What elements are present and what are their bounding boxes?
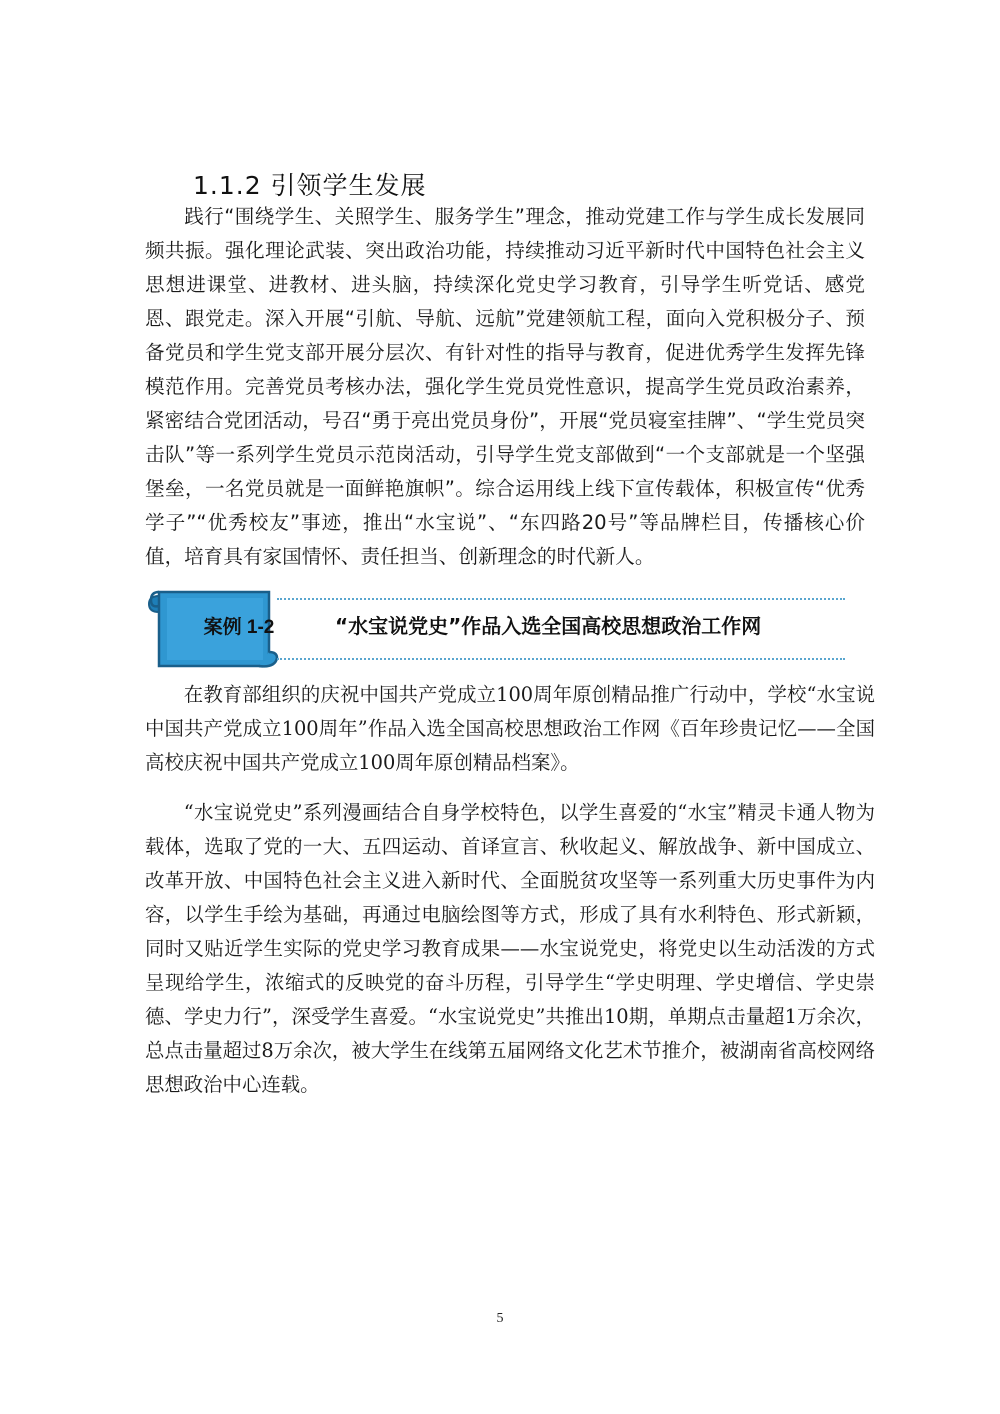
bottom-dotted-rule xyxy=(277,658,845,660)
case-tag: 案例 1-2 xyxy=(203,617,275,638)
section-paragraph: 践行“围绕学生、关照学生、服务学生”理念，推动党建工作与学生成长发展同频共振。强化理论武装、突出政治功能，持续推动习近平新时代中国特色社会主义思想进课堂、进教材、进头脑，持续深化党史学习教育，引导学生听党话、感党恩、跟党走。深入开展“引航、导航、远航”党建领航工程，面向入党积极分子、预备党员和学生党支部开展分层次、有针对性的指导与教育，促进优秀学生发挥先锋模范作用。完善党员考核办法，强化学生党员党性意识，提高学生党员政治素养，紧密结合党团活动，号召“勇于亮出党员身份”，开展“党员寝室挂牌”、“学生党员突击队”等一系列学生党员示范岗活动，引导学生党支部做到“一个支部就是一个坚强堡垒，一名党员就是一面鲜艳旗帜”。综合运用线上线下宣传载体，积极宣传“优秀学子”“优秀校友”事迹，推出“水宝说”、“东四路20号”等品牌栏目，传播核心价值，培育具有家国情怀、责任担当、创新理念的时代新人。 xyxy=(145,205,865,568)
case-title: “水宝说党史”作品入选全国高校思想政治工作网 xyxy=(335,614,762,638)
case-paragraph-2: “水宝说党史”系列漫画结合自身学校特色，以学生喜爱的“水宝”精灵卡通人物为载体，选取了党的一大、五四运动、首译宣言、秋收起义、解放战争、新中国成立、改革开放、中国特色社会主义进入新时代、全面脱贫攻坚等一系列重大历史事件为内容，以学生手绘为基础，再通过电脑绘图等方式，形成了具有水利特色、形式新颖，同时又贴近学生实际的党史学习教育成果——水宝说党史，将党史以生动活泼的方式呈现给学生，浓缩式的反映党的奋斗历程，引导学生“学史明理、学史增信、学史崇德、学史力行”，深受学生喜爱。“水宝说党史”共推出10期，单期点击量超1万余次，总点击量超过8万余次，被大学生在线第五届网络文化艺术节推介，被湖南省高校网络思想政治中心连载。 xyxy=(145,801,875,1096)
section-heading: 1.1.2 引领学生发展 xyxy=(193,171,427,200)
page-number: 5 xyxy=(496,1311,504,1326)
case-paragraph-1: 在教育部组织的庆祝中国共产党成立100周年原创精品推广行动中，学校“水宝说中国共产党成立100周年”作品入选全国高校思想政治工作网《百年珍贵记忆——全国高校庆祝中国共产党成立100周年原创精品档案》。 xyxy=(145,683,875,774)
top-dotted-rule xyxy=(277,598,845,600)
case-banner xyxy=(145,582,845,674)
